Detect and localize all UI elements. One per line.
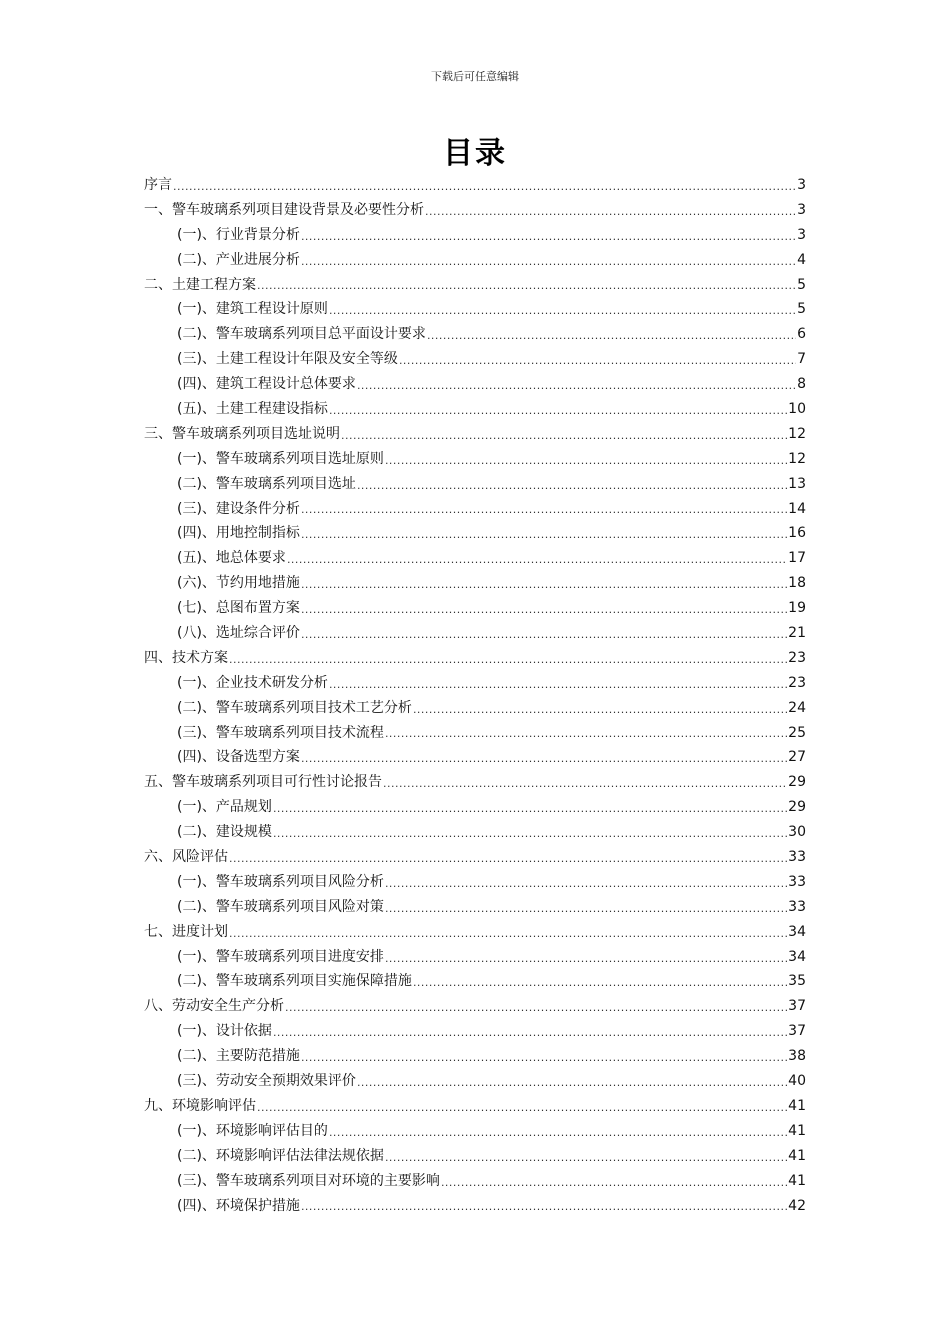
toc-entry-label: (二)、建设规模 [177,824,272,841]
toc-entry-page-number: 23 [788,674,806,691]
toc-entry-page-number: 29 [788,774,806,791]
toc-entry[interactable] [144,945,806,970]
toc-entry[interactable] [144,895,806,920]
toc-entry-label: (三)、警车玻璃系列项目对环境的主要影响 [177,1172,440,1189]
toc-entry-label: (一)、设计依据 [177,1023,272,1040]
toc-entry-label: (五)、地总体要求 [177,550,286,567]
toc-entry[interactable] [144,596,806,621]
toc-entry-page-number: 3 [797,226,806,243]
toc-leader-dots [301,251,796,273]
toc-leader-dots [385,1147,787,1169]
toc-leader-dots [329,674,787,696]
toc-leader-dots [273,1022,787,1044]
toc-entry-label: (二)、警车玻璃系列项目风险对策 [177,898,384,915]
header-note: 下载后可任意编辑 [431,70,519,83]
toc-entry[interactable] [144,820,806,845]
toc-leader-dots [229,848,787,870]
toc-entry-page-number: 23 [788,649,806,666]
toc-entry-label: (一)、警车玻璃系列项目风险分析 [177,873,384,890]
toc-entry[interactable] [144,1094,806,1119]
toc-entry-label: (一)、警车玻璃系列项目进度安排 [177,948,384,965]
toc-leader-dots [287,549,787,571]
toc-entry-page-number: 34 [788,948,806,965]
toc-entry-label: (三)、建设条件分析 [177,500,300,517]
toc-entry[interactable] [144,696,806,721]
toc-entry[interactable] [144,1019,806,1044]
toc-entry-page-number: 27 [788,749,806,766]
toc-entry-label: (八)、选址综合评价 [177,625,300,642]
toc-entry-label: (二)、主要防范措施 [177,1048,300,1065]
toc-leader-dots [257,275,796,297]
toc-entry-page-number: 33 [788,898,806,915]
toc-entry-page-number: 16 [788,525,806,542]
toc-entry[interactable] [144,1119,806,1144]
toc-leader-dots [301,499,787,521]
toc-entry-page-number: 3 [797,176,806,193]
toc-entry-page-number: 4 [797,251,806,268]
toc-entry-page-number: 42 [788,1197,806,1214]
toc-entry-page-number: 37 [788,998,806,1015]
toc-entry[interactable] [144,970,806,995]
toc-entry[interactable] [144,248,806,273]
toc-entry-label: (四)、用地控制指标 [177,525,300,542]
toc-leader-dots [357,1072,787,1094]
toc-entry[interactable] [144,671,806,696]
toc-entry-page-number: 12 [788,450,806,467]
toc-leader-dots [399,350,796,372]
toc-entry-page-number: 38 [788,1048,806,1065]
toc-entry[interactable] [144,1044,806,1069]
toc-entry-page-number: 33 [788,849,806,866]
toc-entry-page-number: 5 [797,301,806,318]
toc-entry[interactable] [144,1169,806,1194]
toc-entry[interactable] [144,571,806,596]
toc-entry-page-number: 21 [788,625,806,642]
toc-entry[interactable] [144,347,806,372]
toc-leader-dots [173,176,796,198]
toc-entry[interactable] [144,223,806,248]
toc-entry-page-number: 8 [797,376,806,393]
toc-leader-dots [301,524,787,546]
toc-leader-dots [285,997,787,1019]
toc-entry[interactable] [144,1194,806,1219]
toc-entry-page-number: 41 [788,1122,806,1139]
toc-leader-dots [425,201,796,223]
toc-entry[interactable] [144,795,806,820]
table-of-contents [144,173,806,1218]
toc-leader-dots [301,624,787,646]
toc-leader-dots [329,400,787,422]
toc-entry-label: 六、风险评估 [144,849,228,866]
toc-entry[interactable] [144,721,806,746]
toc-entry[interactable] [144,870,806,895]
toc-leader-dots [385,948,787,970]
toc-entry-label: (三)、警车玻璃系列项目技术流程 [177,724,384,741]
toc-leader-dots [273,798,787,820]
toc-entry-page-number: 24 [788,699,806,716]
toc-leader-dots [229,923,787,945]
toc-entry[interactable] [144,845,806,870]
toc-leader-dots [357,375,796,397]
toc-entry-page-number: 37 [788,1023,806,1040]
toc-entry[interactable] [144,322,806,347]
toc-title: 目录 [443,136,507,171]
toc-entry-page-number: 18 [788,575,806,592]
toc-entry-label: (二)、警车玻璃系列项目总平面设计要求 [177,326,426,343]
toc-entry-label: 序言 [144,176,172,193]
toc-entry-label: 五、警车玻璃系列项目可行性讨论报告 [144,774,382,791]
toc-leader-dots [301,226,796,248]
toc-leader-dots [385,450,787,472]
toc-entry-page-number: 13 [788,475,806,492]
toc-entry-label: (二)、警车玻璃系列项目实施保障措施 [177,973,412,990]
toc-entry-page-number: 5 [797,276,806,293]
toc-entry-label: (一)、企业技术研发分析 [177,674,328,691]
toc-entry-label: 七、进度计划 [144,923,228,940]
toc-entry-label: (六)、节约用地措施 [177,575,300,592]
toc-entry-page-number: 10 [788,401,806,417]
toc-entry-page-number: 19 [788,600,806,617]
toc-entry[interactable] [144,297,806,322]
toc-entry-label: (二)、警车玻璃系列项目选址 [177,475,356,492]
toc-entry-page-number: 40 [788,1073,806,1090]
toc-entry[interactable] [144,1144,806,1169]
toc-entry-label: 三、警车玻璃系列项目选址说明 [144,425,340,442]
toc-entry-page-number: 33 [788,873,806,890]
toc-leader-dots [329,300,796,322]
toc-entry-label: (四)、建筑工程设计总体要求 [177,376,356,393]
toc-leader-dots [329,1122,787,1144]
toc-leader-dots [257,1097,787,1119]
toc-leader-dots [385,873,787,895]
toc-entry[interactable] [144,447,806,472]
toc-entry-page-number: 30 [788,824,806,841]
toc-entry-label: 八、劳动安全生产分析 [144,998,284,1015]
toc-entry[interactable] [144,422,806,447]
toc-entry-label: (一)、行业背景分析 [177,226,300,243]
toc-leader-dots [273,823,787,845]
toc-leader-dots [441,1172,787,1194]
toc-leader-dots [301,1196,787,1218]
toc-entry-page-number: 3 [797,201,806,218]
toc-entry[interactable] [144,173,806,198]
toc-entry-page-number: 7 [797,351,806,368]
toc-entry-label: (一)、产品规划 [177,799,272,816]
toc-entry-page-number: 41 [788,1147,806,1164]
toc-leader-dots [301,1047,787,1069]
toc-entry[interactable] [144,770,806,795]
toc-entry-page-number: 12 [788,425,806,442]
toc-entry-label: 一、警车玻璃系列项目建设背景及必要性分析 [144,201,424,218]
toc-leader-dots [301,574,787,596]
toc-entry-label: (五)、土建工程建设指标 [177,401,328,417]
toc-entry-label: (四)、设备选型方案 [177,749,300,766]
toc-entry-label: 四、技术方案 [144,649,228,666]
toc-entry-label: (一)、建筑工程设计原则 [177,301,328,318]
toc-entry[interactable] [144,745,806,770]
toc-entry[interactable] [144,646,806,671]
toc-entry-label: (四)、环境保护措施 [177,1197,300,1214]
toc-entry-label: (一)、环境影响评估目的 [177,1122,328,1139]
toc-entry-page-number: 17 [788,550,806,567]
toc-entry-page-number: 29 [788,799,806,816]
toc-entry-page-number: 25 [788,724,806,741]
toc-leader-dots [413,972,787,994]
toc-entry-page-number: 14 [788,500,806,517]
toc-entry[interactable] [144,397,806,422]
toc-entry-label: (二)、产业进展分析 [177,251,300,268]
toc-entry[interactable] [144,273,806,298]
toc-entry-label: (二)、警车玻璃系列项目技术工艺分析 [177,699,412,716]
toc-leader-dots [413,699,787,721]
toc-entry[interactable] [144,1069,806,1094]
toc-entry-label: (三)、土建工程设计年限及安全等级 [177,351,398,368]
toc-entry-label: 二、土建工程方案 [144,276,256,293]
toc-entry[interactable] [144,621,806,646]
toc-entry-label: (三)、劳动安全预期效果评价 [177,1073,356,1090]
toc-entry-page-number: 35 [788,973,806,990]
toc-entry[interactable] [144,472,806,497]
toc-entry[interactable] [144,372,806,397]
toc-leader-dots [301,748,787,770]
toc-entry[interactable] [144,521,806,546]
toc-leader-dots [383,773,787,795]
toc-entry[interactable] [144,198,806,223]
toc-entry[interactable] [144,546,806,571]
toc-leader-dots [357,475,787,497]
toc-entry-page-number: 41 [788,1097,806,1114]
toc-entry-label: (二)、环境影响评估法律法规依据 [177,1147,384,1164]
toc-leader-dots [385,898,787,920]
toc-entry-label: (一)、警车玻璃系列项目选址原则 [177,450,384,467]
toc-entry[interactable] [144,920,806,945]
toc-entry-label: (七)、总图布置方案 [177,600,300,617]
toc-leader-dots [385,723,787,745]
toc-entry-page-number: 34 [788,923,806,940]
toc-leader-dots [229,649,787,671]
toc-entry[interactable] [144,994,806,1019]
toc-leader-dots [427,325,796,347]
toc-entry-page-number: 6 [797,326,806,343]
toc-entry-label: 九、环境影响评估 [144,1097,256,1114]
toc-leader-dots [341,425,787,447]
toc-entry[interactable] [144,497,806,522]
toc-entry-page-number: 41 [788,1172,806,1189]
toc-leader-dots [301,599,787,621]
